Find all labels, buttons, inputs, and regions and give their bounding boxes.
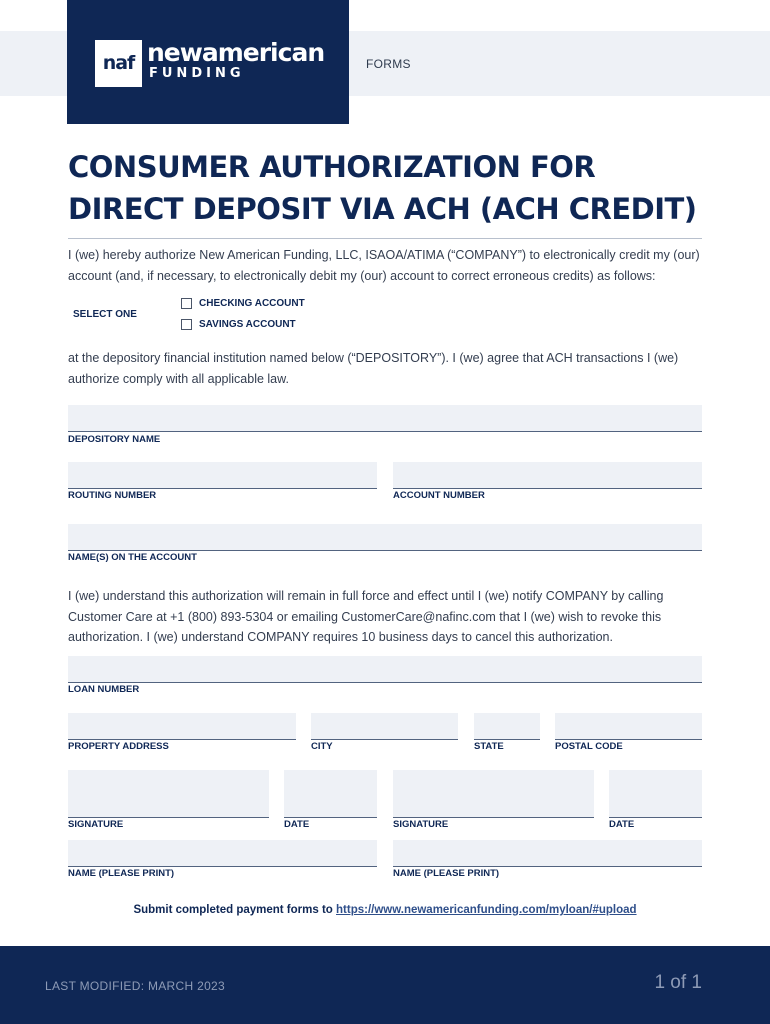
print-name-field-2[interactable] bbox=[393, 840, 702, 867]
state-label: STATE bbox=[474, 741, 504, 752]
depository-name-field[interactable] bbox=[68, 405, 702, 432]
property-address-label: PROPERTY ADDRESS bbox=[68, 741, 169, 752]
signature-label-1: SIGNATURE bbox=[68, 819, 124, 830]
date-field-1[interactable] bbox=[284, 770, 377, 818]
city-field[interactable] bbox=[311, 713, 458, 740]
title-divider bbox=[68, 238, 702, 239]
logo-mark: naf bbox=[95, 40, 142, 87]
date-label-2: DATE bbox=[609, 819, 635, 830]
loan-number-field[interactable] bbox=[68, 656, 702, 683]
checking-checkbox[interactable] bbox=[181, 298, 192, 309]
logo-wordmark-bottom: FUNDING bbox=[149, 66, 245, 81]
signature-field-1[interactable] bbox=[68, 770, 269, 818]
print-name-field-1[interactable] bbox=[68, 840, 377, 867]
savings-account-option[interactable] bbox=[181, 319, 296, 330]
print-name-label-2: NAME (PLEASE PRINT) bbox=[393, 868, 500, 879]
savings-checkbox[interactable] bbox=[181, 319, 192, 330]
submit-instructions bbox=[0, 904, 770, 916]
company-logo bbox=[67, 0, 349, 124]
account-number-field[interactable] bbox=[393, 462, 702, 489]
names-on-account-field[interactable] bbox=[68, 524, 702, 551]
page-indicator: 1 of 1 bbox=[654, 972, 702, 993]
revoke-paragraph: I (we) understand this authorization will remain in full force and effect until I (we) notify COMPANY by calling Customer Care at +1 (800) 893-5304 or emailing CustomerCare@nafinc.com that I (we) wish to revoke this authorization. I (we) understand COMPANY requires 10 business days to cancel this authorization. bbox=[68, 589, 664, 644]
select-one-label: SELECT ONE bbox=[73, 309, 137, 320]
property-address-field[interactable] bbox=[68, 713, 296, 740]
date-label-1: DATE bbox=[284, 819, 310, 830]
submit-text: Submit completed payment forms to bbox=[133, 904, 333, 916]
intro-paragraph: I (we) hereby authorize New American Funding, LLC, ISAOA/ATIMA (“COMPANY”) to electronically credit my (our) account (and, if necessary, to electronically debit my (our) account to correct erroneous credits) as follows: bbox=[68, 248, 700, 283]
signature-label-2: SIGNATURE bbox=[393, 819, 449, 830]
routing-number-label: ROUTING NUMBER bbox=[68, 490, 157, 501]
depository-paragraph: at the depository financial institution named below (“DEPOSITORY”). I (we) agree that ACH transactions I (we) authorize comply with all applicable law. bbox=[68, 351, 679, 386]
routing-number-field[interactable] bbox=[68, 462, 377, 489]
nav-forms-label: FORMS bbox=[366, 57, 411, 71]
city-label: CITY bbox=[311, 741, 333, 752]
postal-code-field[interactable] bbox=[555, 713, 702, 740]
checking-account-label: CHECKING ACCOUNT bbox=[199, 298, 305, 309]
form-title: CONSUMER AUTHORIZATION FOR DIRECT DEPOSIT VIA ACH (ACH CREDIT) bbox=[68, 150, 697, 226]
depository-name-label: DEPOSITORY NAME bbox=[68, 434, 161, 445]
logo-wordmark-top: newamerican bbox=[147, 38, 325, 67]
date-field-2[interactable] bbox=[609, 770, 702, 818]
loan-number-label: LOAN NUMBER bbox=[68, 684, 140, 695]
state-field[interactable] bbox=[474, 713, 540, 740]
account-number-label: ACCOUNT NUMBER bbox=[393, 490, 485, 501]
postal-code-label: POSTAL CODE bbox=[555, 741, 623, 752]
checking-account-option[interactable] bbox=[181, 298, 305, 309]
footer bbox=[0, 946, 770, 1024]
signature-field-2[interactable] bbox=[393, 770, 594, 818]
last-modified: LAST MODIFIED: MARCH 2023 bbox=[45, 979, 225, 993]
print-name-label-1: NAME (PLEASE PRINT) bbox=[68, 868, 175, 879]
upload-link[interactable]: https://www.newamericanfunding.com/myloan/#upload bbox=[336, 904, 637, 916]
savings-account-label: SAVINGS ACCOUNT bbox=[199, 319, 296, 330]
names-on-account-label: NAME(S) ON THE ACCOUNT bbox=[68, 552, 197, 563]
